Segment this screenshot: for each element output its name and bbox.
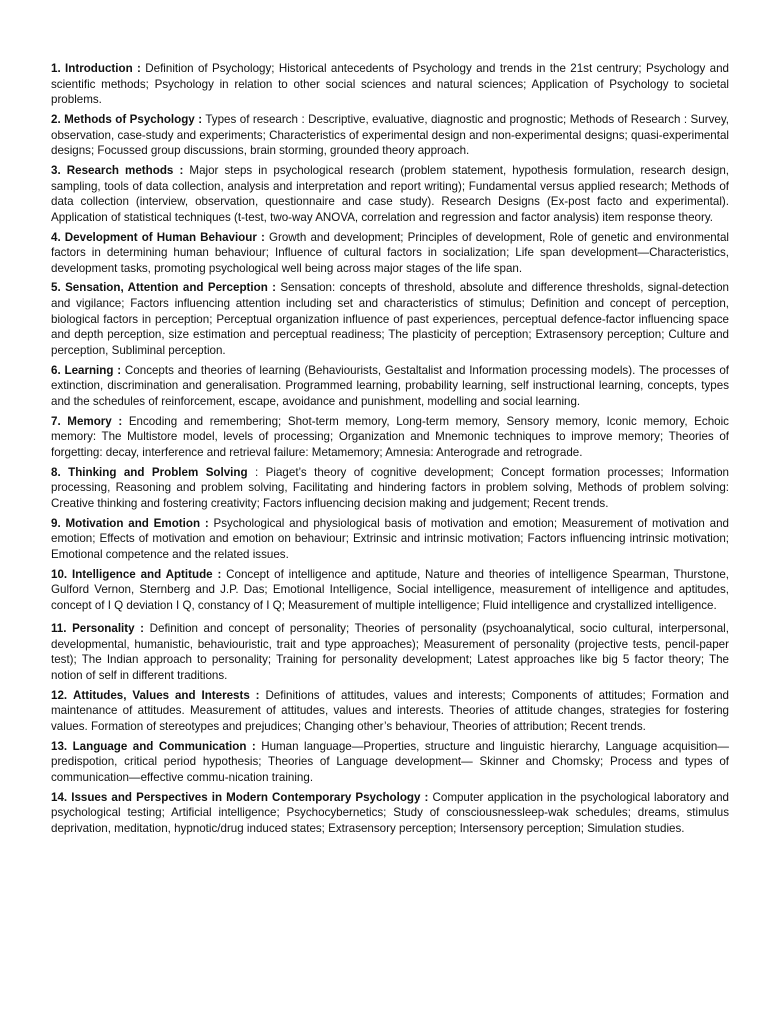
section-title: Language and Communication : xyxy=(72,739,256,753)
section-number: 11. xyxy=(51,622,67,636)
section-title: Personality : xyxy=(72,622,145,636)
section-number: 14. xyxy=(51,790,68,804)
section-title: Introduction : xyxy=(65,62,141,75)
section-number: 7. xyxy=(51,414,61,428)
section-text: Computer application in the psychological laboratory and psychological testing; Artificial intelligence; Psychocybernetics; Study of consciousnessleep-wak schedules; dreams, stimulus deprivation, meditation, hypnotic/drug induced states; Extrasensory perception; Intersensory perception; Simulation studies. xyxy=(51,790,729,835)
section-text: Definitions of attitudes, values and interests; Components of attitudes; Formation and maintenance of attitudes. Measurement of attitudes, values and interests. Theories of attitude changes, strategies for fostering values. Formation of stereotypes and prejudices; Changing other’s behaviour, Theories of attribution; Recent trends. xyxy=(51,688,729,734)
section-thinking-and-problem-solving xyxy=(51,465,729,512)
section-text: Concept of intelligence and aptitude, Nature and theories of intelligence Spearman, Thurstone, Gulford Vernon, Sternberg and J.P. Das; Emotional Intelligence, Social intelligence, measurement of intelligence and aptitudes, concept of I Q deviation I Q, constancy of I Q; Measurement of multiple intelligence; Fluid intelligence and crystallized intelligence. xyxy=(51,567,729,612)
section-motivation-and-emotion xyxy=(51,516,729,563)
section-text: Concepts and theories of learning (Behaviourists, Gestaltalist and Information processing models). The processes of extinction, discrimination and generalisation. Programmed learning, probability learning, self instructional learning, concepts, types and the schedules of reinforcement, escape, avoidance and punishment, modelling and social learning. xyxy=(51,363,729,408)
section-text: Growth and development; Principles of development, Role of genetic and environmental factors in determining human behaviour; Influence of cultural factors in socialization; Life span development—Characteristics, development tasks, promoting psychological well being across major stages of the life span. xyxy=(51,230,729,275)
section-number: 10. xyxy=(51,567,68,581)
section-title: Learning : xyxy=(64,363,122,377)
section-text: Major steps in psychological research (problem statement, hypothesis formulation, research design, sampling, tools of data collection, analysis and interpretation and report writing); Fundamental versus applied research; Methods of data collection (interview, observation, questionnaire and case study). Research Designs (Ex-post facto and experimental). Application of statistical techniques (t-test, two-way ANOVA, correlation and regression and factor analysis) item response theory. xyxy=(51,163,730,224)
section-memory xyxy=(51,414,729,461)
section-number: 8. xyxy=(51,465,61,479)
section-methods-of-psychology xyxy=(51,112,729,159)
section-learning xyxy=(51,363,729,410)
section-text: Encoding and remembering; Shot-term memory, Long-term memory, Sensory memory, Iconic memory, Echoic memory: The Multistore model, levels of processing; Organization and Mnemonic techniques to improve memory; Theories of forgetting: decay, interference and retrieval failure: Metamemory; Amnesia: Anterograde and retrograde. xyxy=(51,414,729,459)
section-title: Motivation and Emotion : xyxy=(65,516,209,530)
section-number: 2. xyxy=(51,112,61,126)
section-title: Intelligence and Aptitude : xyxy=(71,567,222,581)
section-text: Types of research : Descriptive, evaluative, diagnostic and prognostic; Methods of Research : Survey, observation, case-study and experiments; Characteristics of experimental design and non-experimental designs; quasi-experimental designs; Focussed group discussions, brain storming, grounded theory approach. xyxy=(51,112,729,158)
section-number: 12. xyxy=(51,688,68,702)
section-intelligence-and-aptitude xyxy=(51,567,729,614)
section-introduction xyxy=(51,61,729,108)
section-title: Attitudes, Values and Interests : xyxy=(73,688,260,702)
section-number: 6. xyxy=(51,363,61,377)
section-title: Methods of Psychology : xyxy=(64,112,203,126)
section-research-methods xyxy=(51,163,729,225)
section-number: 9. xyxy=(51,516,61,530)
syllabus-document xyxy=(51,61,729,841)
section-attitudes-values-interests xyxy=(51,688,729,735)
section-text: Human language—Properties, structure and linguistic hierarchy, Language acquisition—predispotion, critical period hypothesis; Theories of Language development— Skinner and Chomsky; Process and types of communication—effective commu-nication training. xyxy=(51,739,729,784)
section-title: Thinking and Problem Solving xyxy=(68,465,248,479)
section-text: : Piaget’s theory of cognitive development; Concept formation processes; Information processing, Reasoning and problem solving, Facilitating and hindering factors in problem solving, Methods of problem solving: Creative thinking and fostering creativity; Factors influencing decision making and judgement; Recent trends. xyxy=(51,465,729,510)
section-title: Development of Human Behaviour : xyxy=(64,230,265,244)
section-number: 4. xyxy=(51,230,61,244)
section-number: 5. xyxy=(51,281,61,295)
section-title: Research methods : xyxy=(66,163,184,177)
section-issues-and-perspectives xyxy=(51,790,729,837)
section-number: 13. xyxy=(51,739,68,753)
section-sensation-attention-perception xyxy=(51,280,729,358)
section-number: 1. xyxy=(51,62,61,75)
section-number: 3. xyxy=(51,163,61,177)
section-title: Memory : xyxy=(67,414,123,428)
section-development-of-human-behaviour xyxy=(51,230,729,277)
section-text: Psychological and physiological basis of motivation and emotion; Measurement of motivation and emotion; Effects of motivation and emotion on behaviour; Extrinsic and intrinsic motivation; Factors influencing intrinsic motivation; Emotional competence and the related issues. xyxy=(51,516,730,561)
section-title: Issues and Perspectives in Modern Contemporary Psychology : xyxy=(71,790,429,804)
section-text: Definition and concept of personality; Theories of personality (psychoanalytical, socio cultural, interpersonal, developmental, humanistic, behaviouristic, trait and type approaches); Measurement of personality (projective tests, pencil-paper test); The Indian approach to personality; Training for personality development; Latest approaches like big 5 factor theory; The notion of self in different traditions. xyxy=(51,622,729,683)
section-language-and-communication xyxy=(51,739,729,786)
section-title: Sensation, Attention and Perception : xyxy=(65,281,277,295)
section-text: Definition of Psychology; Historical antecedents of Psychology and trends in the 21st centrury; Psychology and scientific methods; Psychology in relation to other social sciences and natural sciences; Application of Psychology to societal problems. xyxy=(51,62,729,107)
section-personality xyxy=(51,621,729,683)
section-text: Sensation: concepts of threshold, absolute and difference thresholds, signal-detection and vigilance; Factors influencing attention including set and characteristics of stimulus; Definition and concept of perception, biological factors in perception; Perceptual organization influence of past experiences, perceptual defence-factor influencing space and depth perception, size estimation and perceptual readiness; The plasticity of perception; Extrasensory perception; Culture and perception, Subliminal perception. xyxy=(51,281,729,357)
